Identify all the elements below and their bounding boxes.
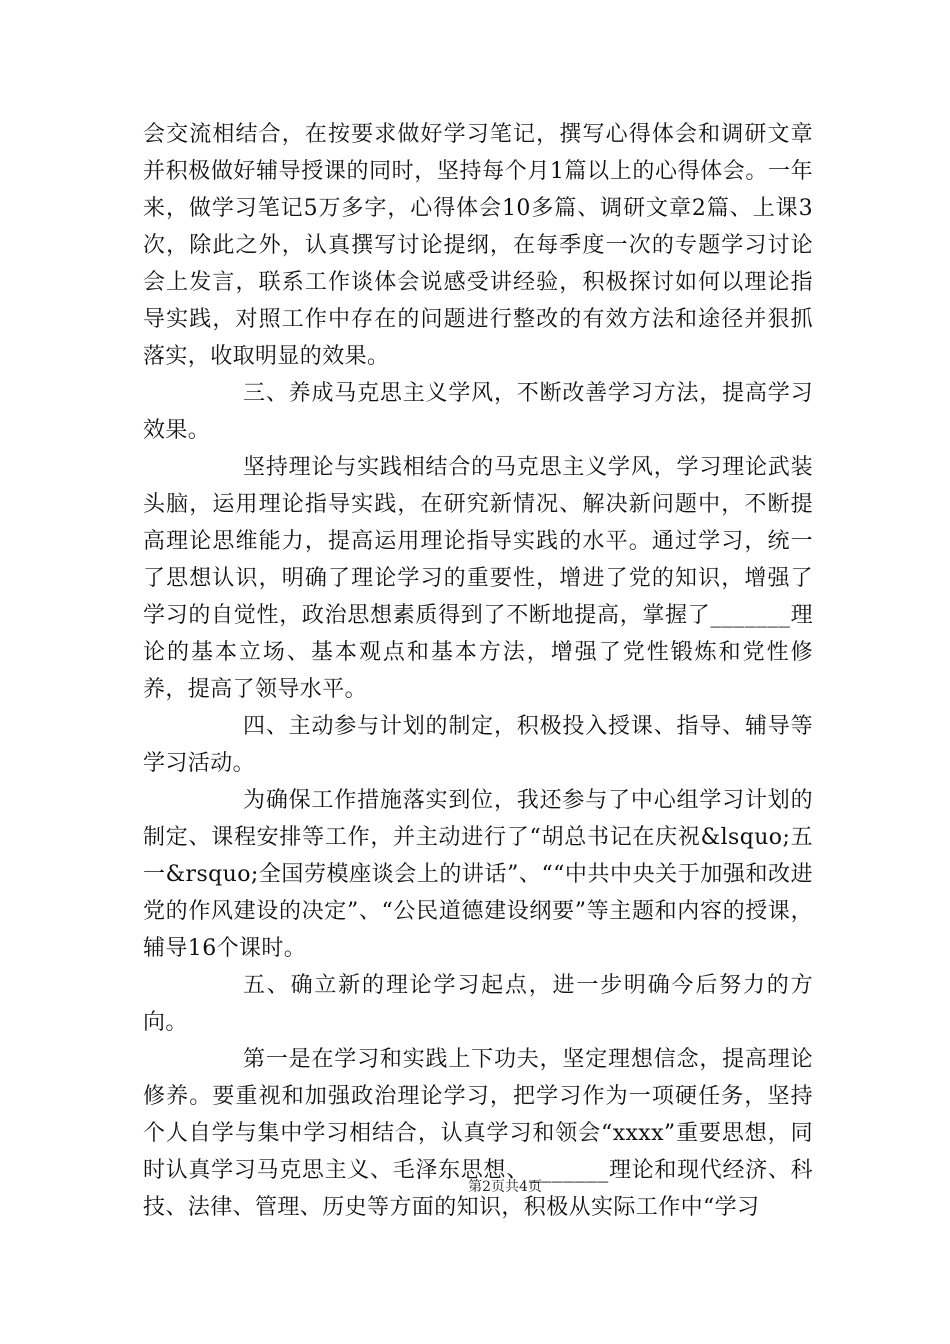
document-body (143, 116, 813, 1226)
paragraph-3: 坚持理论与实践相结合的马克思主义学风，学习理论武装头脑，运用理论指导实践，在研究新情况、解决新问题中，不断提高理论思维能力，提高运用理论指导实践的水平。通过学习，统一了思想认识，明确了理论学习的重要性，增进了党的知识，增强了学习的自觉性，政治思想素质得到了不断地提高，掌握了_______理论的基本立场、基本观点和基本方法，增强了党性锻炼和党性修养，提高了领导水平。 (143, 455, 813, 702)
section-heading-5: 五、确立新的理论学习起点，进一步明确今后努力的方向。 (143, 973, 813, 1035)
section-heading-3: 三、养成马克思主义学风，不断改善学习方法，提高学习效果。 (143, 381, 813, 443)
paragraph-7: 第一是在学习和实践上下功夫，坚定理想信念，提高理论修养。要重视和加强政治理论学习，把学习作为一项硬任务，坚持个人自学与集中学习相结合，认真学习和领会“xxxx”重要思想，同时认真学习马克思主义、毛泽东思想、_______理论和现代经济、科技、法律、管理、历史等方面的知识，积极从实际工作中“学习 (143, 1047, 813, 1220)
paragraph-5: 为确保工作措施落实到位，我还参与了中心组学习计划的制定、课程安排等工作，并主动进行了“胡总书记在庆祝&lsquo;五一&rsquo;全国劳模座谈会上的讲话”、““中共中央关于加强和改进党的作风建设的决定”、“公民道德建设纲要”等主题和内容的授课，辅导16个课时。 (143, 788, 813, 961)
section-heading-4: 四、主动参与计划的制定，积极投入授课、指导、辅导等学习活动。 (143, 714, 813, 776)
paragraph-1: 会交流相结合，在按要求做好学习笔记，撰写心得体会和调研文章并积极做好辅导授课的同时，坚持每个月1篇以上的心得体会。一年来，做学习笔记5万多字，心得体会10多篇、调研文章2篇、上课3次，除此之外，认真撰写讨论提纲，在每季度一次的专题学习讨论会上发言，联系工作谈体会说感受讲经验，积极探讨如何以理论指导实践，对照工作中存在的问题进行整改的有效方法和途径并狠抓落实，收取明显的效果。 (143, 122, 813, 369)
page-number-footer: 第2页共4页 (468, 1179, 542, 1195)
